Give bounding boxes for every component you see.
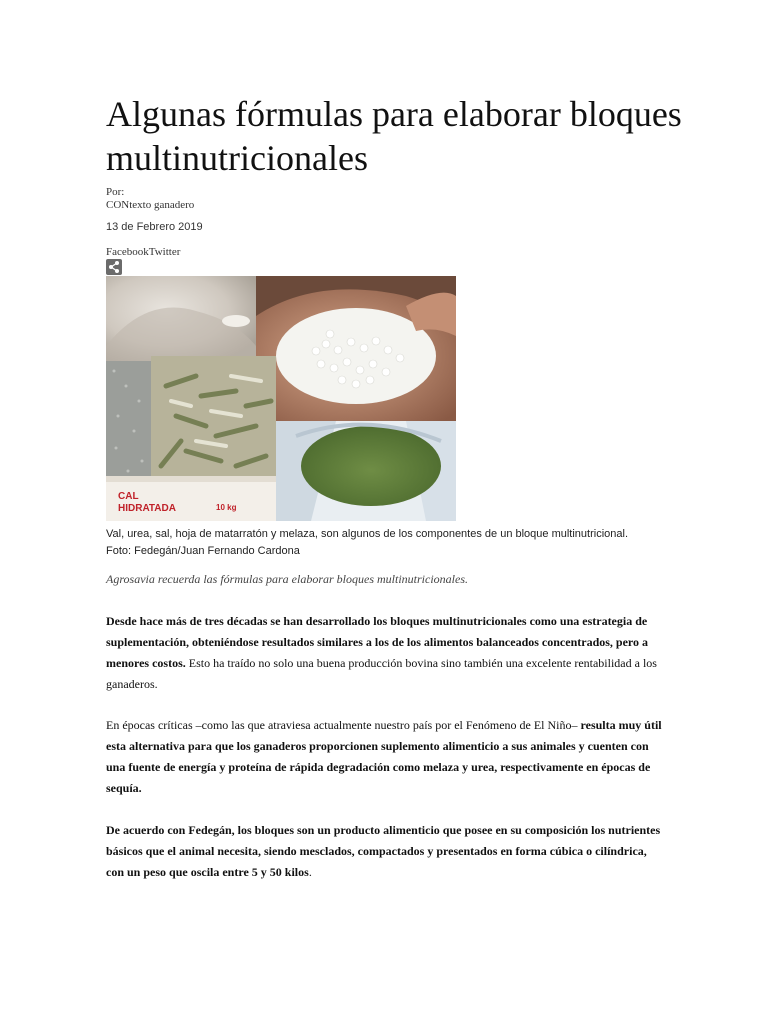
salt-panel (106, 361, 151, 476)
article-lede: Agrosavia recuerda las fórmulas para elaborar bloques multinutricionales. (106, 572, 468, 586)
paragraph-3 (106, 820, 666, 883)
bag-label-hidratada: HIDRATADA (118, 503, 176, 514)
paragraph-1 (106, 611, 666, 695)
share-icon[interactable] (106, 259, 122, 275)
stems-panel (151, 356, 276, 481)
paragraph-3-bold: De acuerdo con Fedegán, los bloques son un producto alimenticio que posee en su composición los nutrientes básicos que el animal necesita, siendo mesclados, compactados y presentados en forma cúbica o cilíndrica, con un peso que oscila entre 5 y 50 kilos (106, 823, 661, 879)
photo-credit: Foto: Fedegán/Juan Fernando Cardona (106, 545, 300, 557)
figure-caption (106, 526, 686, 560)
author-link[interactable]: CONtexto ganadero (106, 199, 195, 211)
caption-text: Val, urea, sal, hoja de matarratón y melaza, son algunos de los componentes de un bloque multinutricional. (106, 528, 628, 540)
bag-label-cal: CAL (118, 491, 139, 502)
feed-ingredients-photo (106, 276, 456, 521)
paragraph-2-bold: resulta muy útil esta alternativa para que los ganaderos proporcionen suplemento alimenticio a sus animales y cuenten con una fuente de energía y proteína de rápida degradación como melaza y urea, respectivamente en épocas de sequía. (106, 718, 662, 795)
social-links[interactable]: FacebookTwitter (106, 246, 181, 258)
paragraph-1-text: Esto ha traído no solo una buena producción bovina sino también una excelente rentabilidad a los ganaderos. (106, 656, 657, 691)
paragraph-1-bold: Desde hace más de tres décadas se han desarrollado los bloques multinutricionales como una estrategia de suplementación, obteniéndose resultados similares a los de los alimentos balanceados concentrados, pero a menores costos. (106, 614, 649, 670)
bag-label-weight: 10 kg (216, 503, 237, 512)
publish-date: 13 de Febrero 2019 (106, 221, 203, 233)
article-title: Algunas fórmulas para elaborar bloques multinutricionales (106, 94, 682, 178)
byline-label: Por: (106, 186, 125, 198)
paragraph-2-text: En épocas críticas –como las que atraviesa actualmente nuestro país por el Fenómeno de El Niño– (106, 718, 578, 732)
paragraph-2 (106, 715, 666, 799)
paragraph-3-text: . (308, 865, 312, 879)
